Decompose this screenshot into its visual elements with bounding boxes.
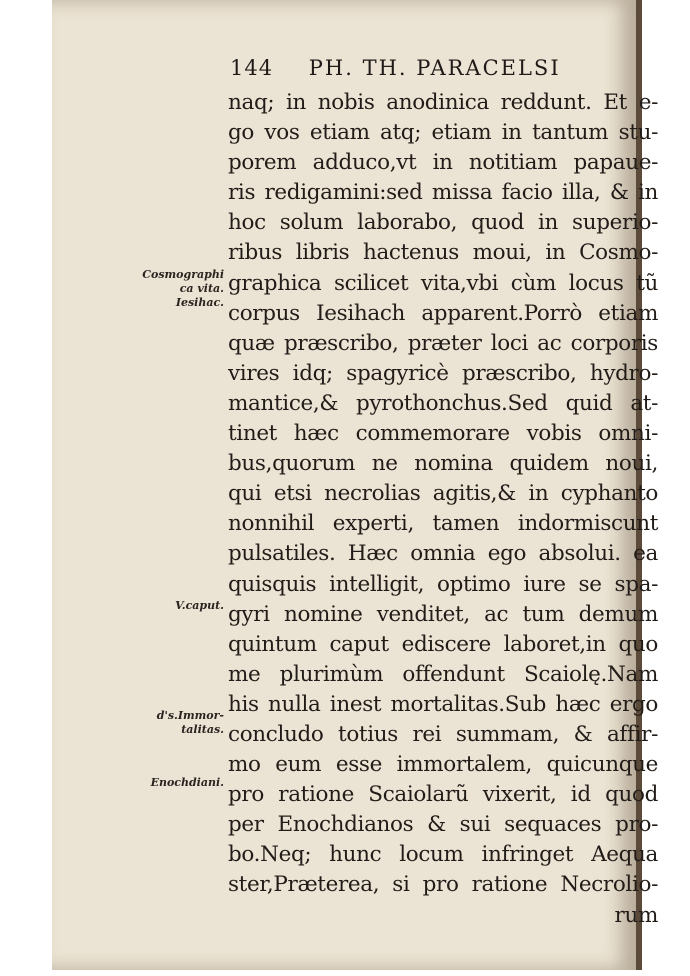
text-line: pulsatiles. Hæc omnia ego absolui. ea <box>228 541 658 567</box>
text-line: mo eum esse immortalem, quicunque <box>228 752 658 778</box>
page-number: 144 <box>230 56 274 80</box>
text-line: hoc solum laborabo, quod in superio- <box>228 210 658 236</box>
text-line: vires idq; spagyricè præscribo, hydro- <box>228 360 658 386</box>
marginal-note-enochdiani <box>112 776 224 790</box>
text-line: tinet hæc commemorare vobis omni- <box>228 421 658 447</box>
page-header <box>230 56 561 80</box>
marginal-note-immortalitas <box>112 709 224 737</box>
text-line: ris redigamini:sed missa facio illa, & in <box>228 180 658 206</box>
marginal-note-cosmographica <box>112 268 224 310</box>
marginal-note-line: Cosmographi <box>142 268 224 281</box>
text-line: corpus Iesihach apparent.Porrò etiam <box>228 300 658 326</box>
text-line: gyri nomine venditet, ac tum demum <box>228 601 658 627</box>
text-line: quintum caput ediscere laboret,in quo <box>228 631 658 657</box>
text-line: porem adduco,vt in notitiam papaue- <box>228 150 658 176</box>
text-line: bus,quorum ne nomina quidem noui, <box>228 451 658 477</box>
marginal-note-caput <box>112 599 224 613</box>
text-line: nonnihil experti, tamen indormiscunt <box>228 511 658 537</box>
book-page <box>52 0 658 970</box>
marginal-note-line: Enochdiani. <box>150 776 224 789</box>
text-line: naq; in nobis anodinica reddunt. Et e- <box>228 90 658 115</box>
marginal-note-line: ca vita. <box>179 282 224 295</box>
text-line: graphica scilicet vita,vbi cùm locus tũ <box>228 270 658 296</box>
body-text <box>228 88 658 931</box>
marginal-note-line: V.caput. <box>175 599 224 612</box>
text-line: go vos etiam atq; etiam in tantum stu- <box>228 120 658 146</box>
text-line: bo.Neq; hunc locum infringet Aequa <box>228 842 658 868</box>
text-line: ribus libris hactenus moui, in Cosmo- <box>228 240 658 266</box>
marginal-note-line: Iesihac. <box>175 296 224 309</box>
text-line: ster,Præterea, si pro ratione Necrolio- <box>228 872 658 898</box>
marginal-note-line: d's.Immor- <box>156 709 224 722</box>
text-line: qui etsi necrolias agitis,& in cyphanto <box>228 481 658 507</box>
text-line: per Enochdianos & sui sequaces pro- <box>228 812 658 838</box>
text-line: concludo totius rei summam, & affir- <box>228 721 658 747</box>
text-line: pro ratione Scaiolarũ vixerit, id quod <box>228 782 658 808</box>
text-line: mantice,& pyrothonchus.Sed quid at- <box>228 390 658 416</box>
running-title: PH. TH. PARACELSI <box>308 56 561 80</box>
text-line: quæ præscribo, præter loci ac corporis <box>228 330 658 356</box>
text-line: his nulla inest mortalitas.Sub hæc ergo <box>228 691 658 717</box>
catchword: rum <box>614 902 658 928</box>
marginal-note-line: talitas. <box>181 723 224 736</box>
text-line: quisquis intelligit, optimo iure se spa- <box>228 571 658 597</box>
text-line: me plurimùm offendunt Scaiolę.Nam <box>228 661 658 687</box>
